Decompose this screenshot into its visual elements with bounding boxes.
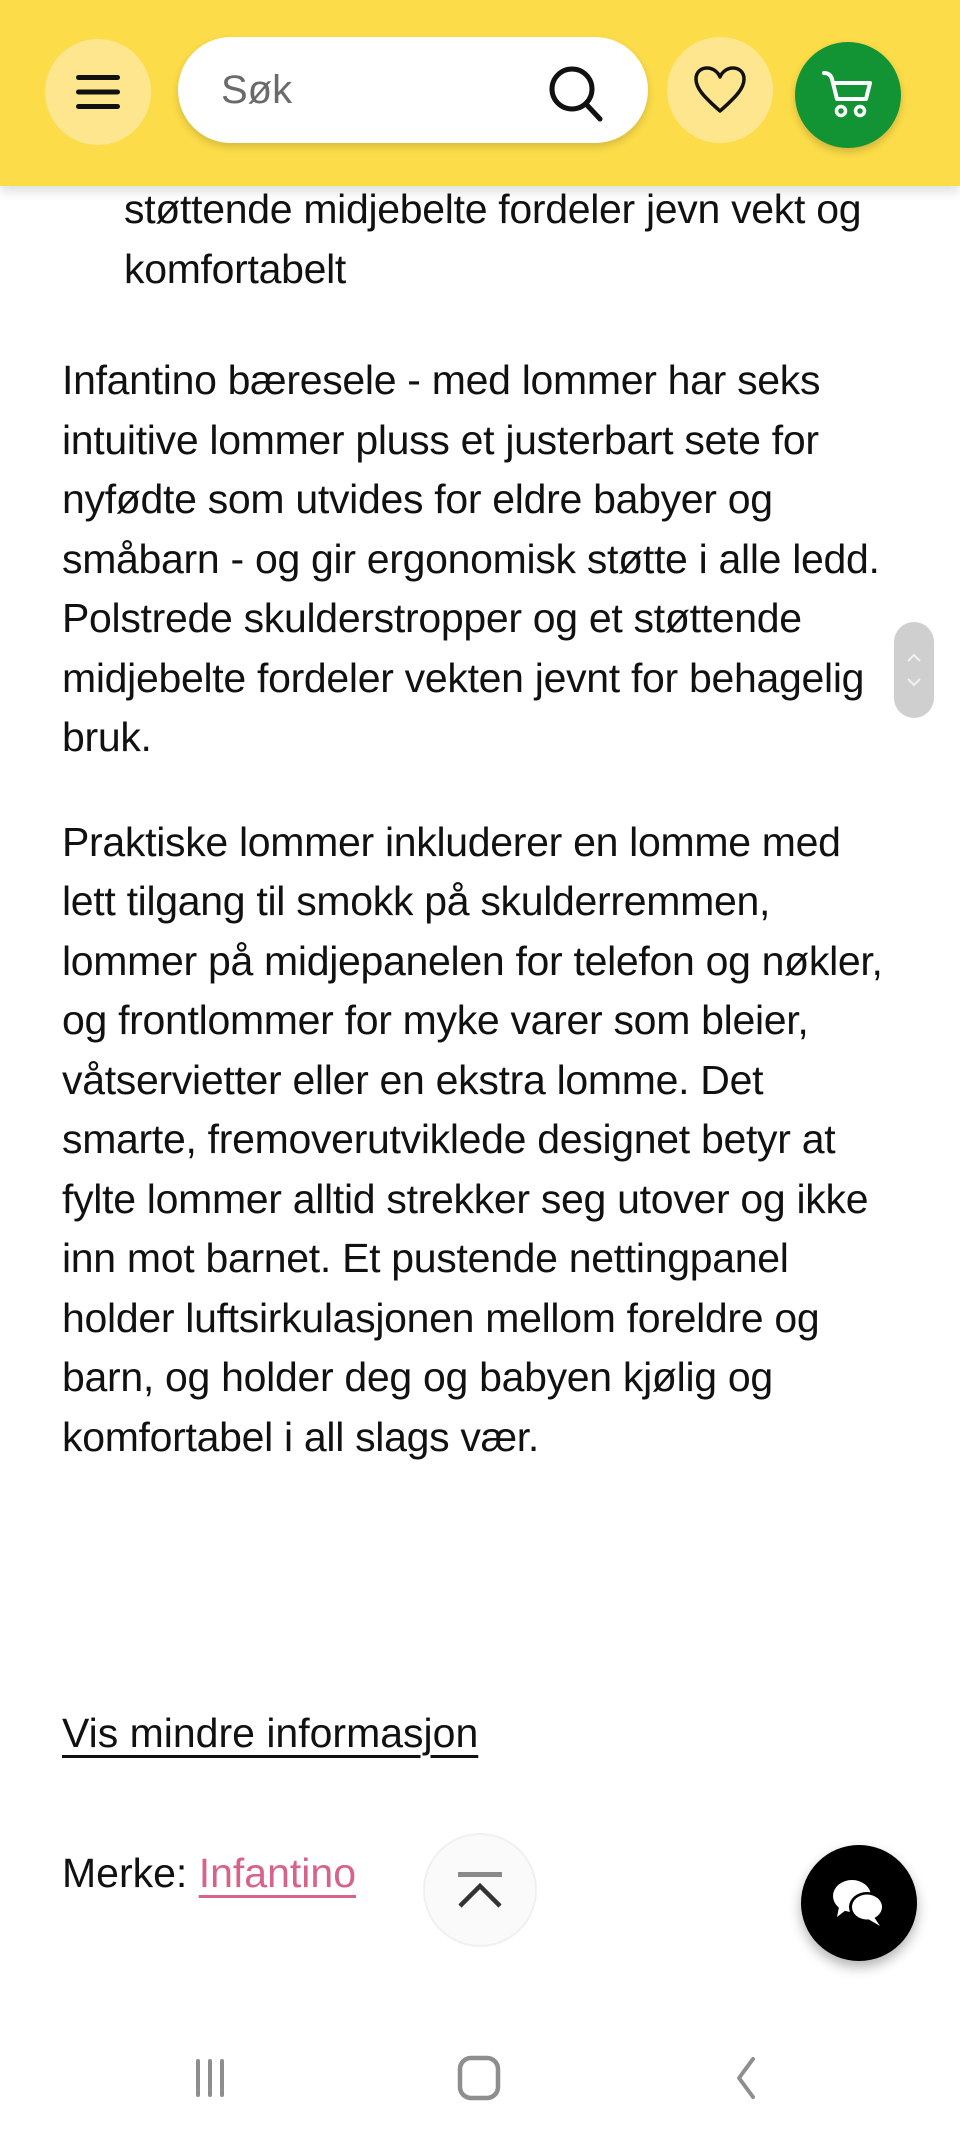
chat-button[interactable] (801, 1845, 917, 1961)
scroll-pill[interactable] (894, 622, 934, 718)
arrow-to-top-icon (456, 1870, 504, 1910)
search-icon[interactable] (546, 63, 606, 123)
recent-apps-icon (190, 2057, 230, 2099)
chevron-down-icon[interactable] (906, 677, 922, 687)
search-bar (178, 37, 648, 143)
chat-bubbles-icon (830, 1877, 888, 1929)
hamburger-menu-icon (74, 72, 122, 112)
description-paragraph: Infantino bæresele - med lommer har seks intuitive lommer pluss et justerbart sete for nyfødte som utvides for eldre babyer og småbarn - og gir ergonomisk støtte i alle ledd. Polstrede skulderstropper og et støttende midjebelte fordeler vekten jevnt for behagelig bruk. (62, 357, 880, 760)
search-input[interactable] (221, 60, 521, 120)
brand-row (62, 1850, 356, 1897)
chevron-up-icon[interactable] (906, 653, 922, 663)
description-paragraph: Praktiske lommer inkluderer en lomme med lett tilgang til smokk på skulderremmen, lommer på midjepanelen for telefon og nøkler, og frontlommer for myke varer som bleier, våtservietter eller en ekstra lomme. Det smarte, fremoverutviklede designet betyr at fylte lommer alltid strekker seg utover og ikke inn mot barnet. Et pustende nettingpanel holder luftsirkulasjonen mellom foreldre og barn, og holder deg og babyen kjølig og komfortabel i all slags vær. (62, 818, 883, 1460)
back-icon (731, 2056, 761, 2100)
shopping-cart-icon (820, 67, 876, 123)
recent-apps-button[interactable] (170, 2048, 250, 2108)
home-icon (457, 2055, 501, 2101)
home-button[interactable] (439, 2048, 519, 2108)
bullet-item-continuation: støttende midjebelte fordeler jevn vekt og komfortabelt (124, 186, 862, 292)
system-navigation-bar (0, 2020, 960, 2133)
site-header (0, 0, 960, 186)
cart-button[interactable] (795, 42, 901, 148)
back-button[interactable] (706, 2048, 786, 2108)
show-less-info-link[interactable]: Vis mindre informasjon (62, 1710, 479, 1756)
heart-icon (693, 66, 747, 114)
favorites-button[interactable] (667, 37, 773, 143)
back-to-top-button[interactable] (423, 1833, 537, 1947)
menu-button[interactable] (45, 39, 151, 145)
brand-label: Merke: (62, 1850, 188, 1896)
product-description (62, 180, 902, 1467)
brand-link[interactable]: Infantino (198, 1850, 357, 1896)
